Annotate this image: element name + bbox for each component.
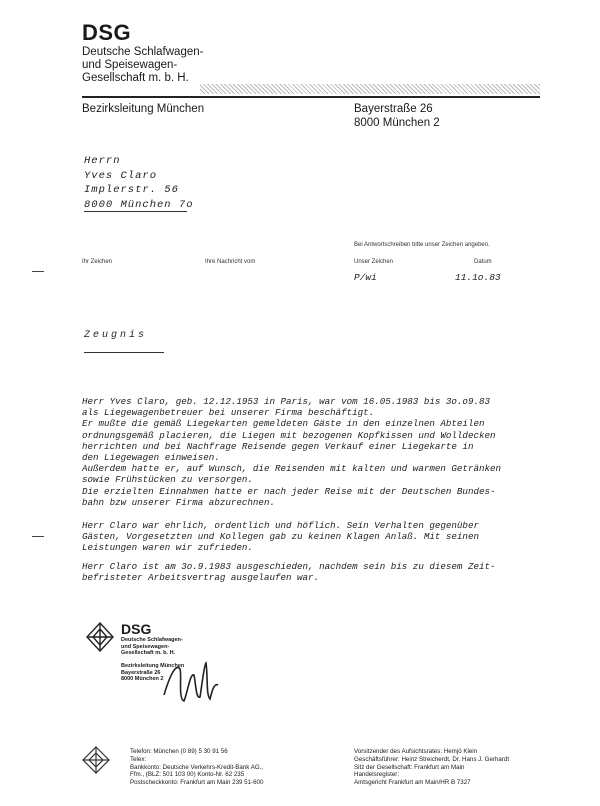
- footer-line: Vorsitzender des Aufsichtsrates: Hemjö Klein: [354, 748, 478, 755]
- letterhead-department: Bezirksleitung München: [82, 103, 205, 115]
- unser-zeichen-label: Unser Zeichen: [354, 259, 394, 265]
- body-line: ordnungsgemäß placieren, die Liegen mit bezogenen Kopfkissen und Wolldecken: [82, 429, 496, 441]
- footer-line: Handelsregister:: [354, 771, 400, 779]
- body-line: Herr Claro war ehrlich, ordentlich und höflich. Sein Verhalten gegenüber: [82, 520, 479, 531]
- dsg-logo-icon: [85, 621, 115, 653]
- ihre-nachricht-label: Ihre Nachricht vom: [205, 259, 256, 265]
- body-line: Außerdem hatte er, auf Wunsch, die Reisenden mit kalten und warmen Getränken: [82, 463, 502, 475]
- subject-title: Zeugnis: [84, 330, 148, 341]
- body-line: sowie Frühstücken zu versorgen.: [82, 474, 253, 486]
- stamp-line-1: Deutsche Schlafwagen-: [121, 637, 183, 643]
- handwritten-signature: [160, 655, 220, 707]
- body-line: als Liegewagenbetreuer bei unserer Firma beschäftigt.: [82, 407, 375, 419]
- recipient-name: Yves Claro: [84, 170, 158, 182]
- fold-mark-bottom: [32, 536, 44, 537]
- body-line: Die erzielten Einnahmen hatte er nach jeder Reise mit der Deutschen Bundes-: [82, 485, 496, 497]
- company-line-1: Deutsche Schlafwagen-: [82, 46, 204, 58]
- reference-note: Bei Antwortschreiben bitte unser Zeichen angeben.: [354, 242, 490, 248]
- body-line: bahn bzw unserer Firma abzurechnen.: [82, 496, 275, 508]
- footer-contact-bank: [130, 748, 263, 787]
- company-line-2: und Speisewagen-: [82, 59, 178, 71]
- ihr-zeichen-label: Ihr Zeichen: [82, 259, 113, 265]
- stamp-line-3: Gesellschaft m. b. H.: [121, 650, 176, 656]
- body-paragraph-3: [82, 561, 522, 583]
- letterhead-rule: [82, 96, 540, 98]
- letterhead-company-name: [82, 46, 203, 85]
- recipient-salutation: Herrn: [84, 155, 121, 167]
- footer-dsg-logo-icon: [82, 746, 110, 774]
- body-line: Herr Yves Claro, geb. 12.12.1953 in Paris, war vom 16.05.1983 bis 3o.o9.83: [82, 396, 490, 407]
- letterhead-brand: DSG: [82, 20, 132, 45]
- stamp-line-2: und Speisewagen-: [121, 643, 170, 650]
- company-line-3: Gesellschaft m. b. H.: [82, 72, 189, 84]
- body-line: herrichten und bei Nachfrage Reisende gegen Verkauf einer Liegekarte in: [82, 440, 474, 452]
- recipient-city-underline: [84, 211, 187, 212]
- footer-line: Geschäftsführer: Heinz Streicherdt, Dr. Hans J. Gerhardt: [354, 755, 510, 763]
- datum-label: Datum: [474, 259, 492, 265]
- letterhead-street: Bayerstraße 26: [354, 103, 433, 115]
- body-line: Er mußte die gemäß Liegekarten gemeldeten Gäste in den einzelnen Abteilen: [82, 418, 485, 430]
- letterhead-city: 8000 München 2: [354, 117, 440, 129]
- body-line: Gästen, Vorgesetzten und Kollegen gab zu keinen Klagen Anlaß. Mit seinen: [82, 531, 479, 543]
- footer-line: Bankkonto: Deutsche Verkehrs-Kredit-Bank AG.,: [130, 763, 264, 771]
- fold-mark-top: [32, 271, 44, 272]
- body-line: den Liegewagen einweisen.: [82, 452, 220, 464]
- stamp-office-3: 8000 München 2: [121, 676, 164, 682]
- footer-line: Telex:: [130, 755, 147, 763]
- body-paragraph-2: [82, 520, 522, 554]
- recipient-street: Implerstr. 56: [84, 184, 179, 196]
- body-line: Leistungen waren wir zufrieden.: [82, 542, 253, 554]
- body-line: Herr Claro ist am 3o.9.1983 ausgeschieden, nachdem sein bis zu diesem Zeit-: [82, 561, 496, 572]
- unser-zeichen-value: P/wi: [354, 272, 377, 283]
- subject-underline: [84, 352, 164, 353]
- stamp-company-name: [121, 637, 183, 657]
- footer-legal: [354, 748, 509, 787]
- letterhead-hatch-band: [200, 84, 540, 94]
- datum-value: 11.1o.83: [455, 272, 501, 283]
- footer-line: Amtsgericht Frankfurt am Main/HR B 7327: [354, 779, 471, 787]
- body-paragraph-1: [82, 396, 522, 508]
- stamp-brand: DSG: [121, 621, 152, 637]
- footer-line: Postscheckkonto: Frankfurt am Main 239 51-600: [130, 779, 264, 787]
- recipient-city: 8000 München 7o: [84, 199, 194, 211]
- body-line: befristeter Arbeitsvertrag ausgelaufen war.: [82, 572, 320, 584]
- footer-line: Telefon: München (0 89) 5 30 91 56: [130, 748, 228, 755]
- stamp-office-2: Bayerstraße 26: [121, 669, 161, 676]
- footer-line: Ffm., (BLZ: 501 103 00) Konto-Nr. 62 235: [130, 771, 245, 779]
- stamp-office-1: Bezirksleitung München: [121, 663, 185, 669]
- footer-line: Sitz der Gesellschaft: Frankfurt am Main: [354, 763, 465, 771]
